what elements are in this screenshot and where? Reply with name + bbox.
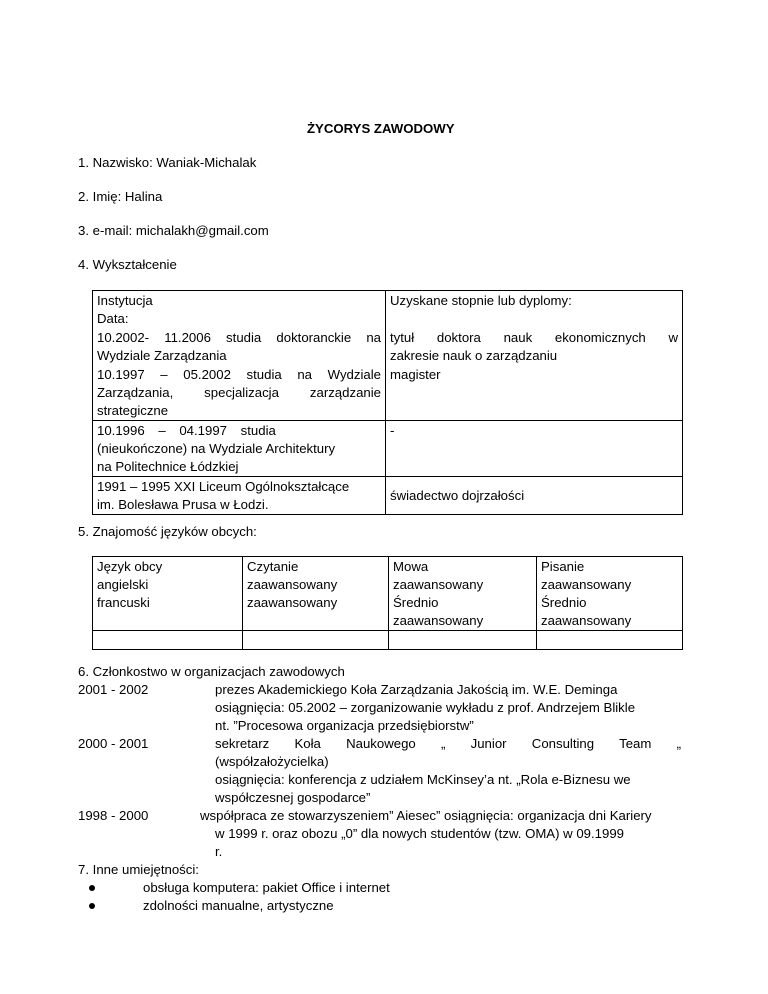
firstname-line: 2. Imię: Halina	[78, 189, 163, 204]
institution-cell	[93, 421, 386, 477]
degree-line: magister	[390, 367, 441, 382]
language-header: Język obcy	[97, 559, 163, 574]
membership-line: sekretarz Koła Naukowego „ Junior Consulting Team „	[215, 736, 681, 751]
membership-years: 2000 - 2001	[78, 736, 149, 751]
membership-line: w 1999 r. oraz obozu „0” dla nowych studentów (tzw. OMA) w 09.1999	[215, 826, 625, 841]
email-line: 3. e-mail: michalakh@gmail.com	[78, 223, 269, 238]
membership-line: współczesnej gospodarce”	[215, 790, 371, 805]
empty-cell	[389, 631, 537, 650]
degree-header-cell	[386, 291, 683, 329]
reading-cell	[243, 557, 389, 631]
education-row	[93, 421, 683, 477]
degree-line: -	[390, 423, 395, 438]
language-name: francuski	[97, 595, 150, 610]
languages-heading: 5. Znajomość języków obcych:	[78, 524, 257, 539]
membership-years: 2001 - 2002	[78, 682, 149, 697]
institution-cell	[93, 477, 386, 515]
degree-line: tytuł doktora nauk ekonomicznych w	[390, 330, 678, 345]
institution-header: Instytucja	[97, 293, 153, 308]
bullet-icon	[89, 903, 95, 909]
skills-heading: 7. Inne umiejętności:	[78, 862, 199, 877]
bullet-icon	[89, 885, 95, 891]
speaking-level: zaawansowany	[393, 577, 484, 592]
degree-line: zakresie nauk o zarządzaniu	[390, 348, 558, 363]
speaking-level: Średnio zaawansowany	[393, 595, 484, 628]
education-row	[93, 477, 683, 515]
writing-header: Pisanie	[541, 559, 585, 574]
reading-level: zaawansowany	[247, 577, 338, 592]
education-table	[92, 290, 683, 515]
speaking-cell	[389, 557, 537, 631]
empty-cell	[243, 631, 389, 650]
institution-line: strategiczne	[97, 403, 169, 418]
institution-header-cell	[93, 291, 386, 329]
membership-line: nt. ”Procesowa organizacja przedsiębiorstw”	[215, 718, 474, 733]
membership-line: współpraca ze stowarzyszeniem” Aiesec” osiągnięcia: organizacja dni Kariery	[200, 808, 652, 823]
institution-line: na Politechnice Łódzkiej	[97, 459, 239, 474]
education-row	[93, 365, 683, 421]
skill-item: obsługa komputera: pakiet Office i internet	[143, 880, 390, 895]
institution-cell	[93, 328, 386, 365]
institution-line: (nieukończone) na Wydziale Architektury	[97, 441, 336, 456]
institution-line: 10.1997 – 05.2002 studia na Wydziale	[97, 367, 381, 382]
degree-cell	[386, 421, 683, 477]
education-header-row	[93, 291, 683, 329]
speaking-header: Mowa	[393, 559, 429, 574]
surname-line: 1. Nazwisko: Waniak-Michalak	[78, 155, 257, 170]
empty-cell	[537, 631, 683, 650]
institution-line: Wydziale Zarządzania	[97, 348, 227, 363]
writing-level: zaawansowany	[541, 577, 632, 592]
date-header: Data:	[97, 311, 129, 326]
membership-heading: 6. Członkostwo w organizacjach zawodowych	[78, 664, 345, 679]
education-heading: 4. Wykształcenie	[78, 257, 177, 272]
institution-line: Zarządzania, specjalizacja zarządzanie	[97, 385, 381, 400]
institution-line: 10.1996 – 04.1997 studia	[97, 423, 276, 438]
reading-header: Czytanie	[247, 559, 299, 574]
degree-header: Uzyskane stopnie lub dyplomy:	[390, 293, 572, 308]
document-title: ŻYCORYS ZAWODOWY	[307, 121, 455, 136]
empty-cell	[93, 631, 243, 650]
languages-empty-row	[93, 631, 683, 650]
language-cell	[93, 557, 243, 631]
languages-table	[92, 556, 683, 650]
membership-line: (współzałożycielka)	[215, 754, 329, 769]
skill-item: zdolności manualne, artystyczne	[143, 898, 334, 913]
degree-cell	[386, 328, 683, 365]
education-row	[93, 328, 683, 365]
degree-cell	[386, 365, 683, 421]
language-name: angielski	[97, 577, 149, 592]
membership-line: osiągnięcia: konferencja z udziałem McKinsey’a nt. „Rola e-Biznesu we	[215, 772, 631, 787]
institution-line: im. Bolesława Prusa w Łodzi.	[97, 497, 269, 512]
institution-cell	[93, 365, 386, 421]
degree-cell	[386, 477, 683, 515]
writing-cell	[537, 557, 683, 631]
writing-level: Średnio zaawansowany	[541, 595, 632, 628]
institution-line: 1991 – 1995 XXI Liceum Ogólnokształcące	[97, 479, 350, 494]
membership-line: prezes Akademickiego Koła Zarządzania Jakością im. W.E. Deminga	[215, 682, 618, 697]
membership-years: 1998 - 2000	[78, 808, 149, 823]
membership-line: r.	[215, 844, 223, 859]
institution-line: 10.2002- 11.2006 studia doktoranckie na	[97, 330, 381, 345]
membership-line: osiągnięcia: 05.2002 – zorganizowanie wykładu z prof. Andrzejem Blikle	[215, 700, 636, 715]
reading-level: zaawansowany	[247, 595, 338, 610]
degree-line: świadectwo dojrzałości	[390, 488, 525, 503]
languages-data-row	[93, 557, 683, 631]
